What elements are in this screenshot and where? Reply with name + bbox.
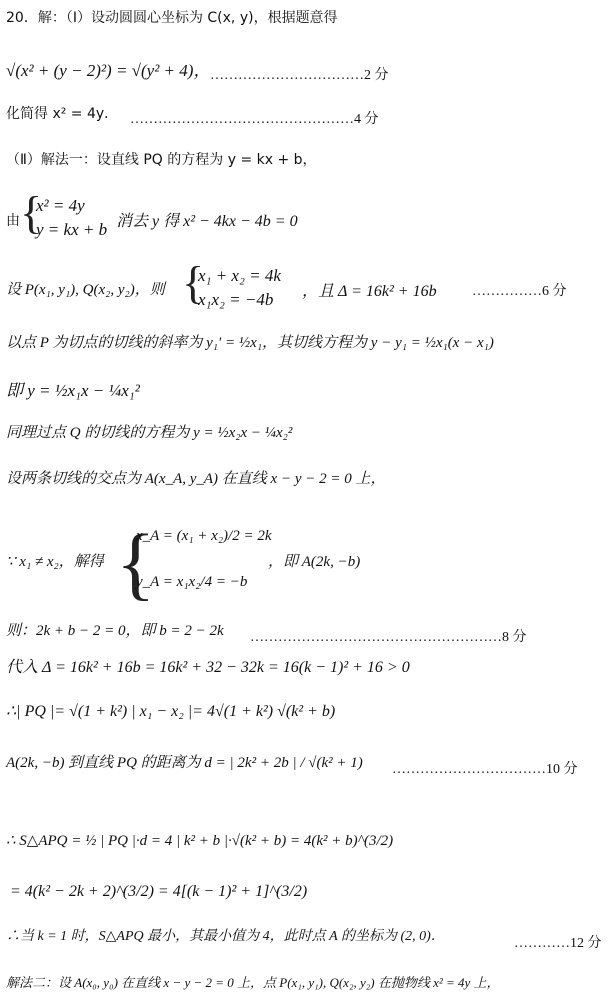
method-two-intro [6,976,500,989]
solve-intersection [6,516,506,606]
since-x1-ne-x2: ∵ x₁ ≠ x₂，解得 [6,554,104,570]
you-label: 由 [6,213,20,229]
line-3-text: 化简得 x² = 4y． [6,106,119,122]
line-4-text: （Ⅱ）解法一：设直线 PQ 的方程为 y = kx + b， [6,152,317,168]
left-brace-icon: { [182,257,205,308]
line-18-text: ∴当 k = 1 时，S△APQ 最小，其最小值为 4，此时点 A 的坐标为 (2, 0)． [6,929,445,944]
b-relation [6,624,224,639]
line-2-text: √(x² + (y − 2)²) = √(y² + 4)， [6,61,211,80]
line-8-text: 即 y = ½x₁x − ¼x₁² [6,381,140,400]
chord-length [6,704,335,720]
area-expression [6,834,393,849]
score-6: ……………6 分 [472,284,567,299]
ya-expression: y_A = x₁x₂/4 = −b [136,574,248,590]
problem-heading [6,10,338,25]
elimination-result: 消去 y 得 x² − 4kx − 4b = 0 [116,213,298,230]
intersection-point [6,472,385,487]
vieta-system [6,257,606,312]
line-14-text: ∴| PQ |= √(1 + k²) | x₁ − x₂ |= 4√(1 + k²) √(k² + b) [6,703,336,720]
xa-expression: x_A = (x₁ + x₂)/2 = 2k [136,528,272,544]
score-12: …………12 分 [514,936,602,951]
line-9-text: 同理过点 Q 的切线的方程为 y = ½x₂x − ¼x₂² [6,425,293,441]
distance-equation [6,62,210,79]
line-7-text: 以点 P 为切点的切线的斜率为 y₁′ = ½x₁，其切线方程为 y − y₁ = ½x₁(x − x₁) [6,335,494,351]
line-16-text: ∴ S△APQ = ½ | PQ |·d = 4 | k² + b |·√(k² + b) = 4(k² + b)^(3/2) [6,833,394,849]
left-brace-icon: { [20,187,43,238]
area-completed-square [10,884,307,900]
discriminant-positive [6,660,410,676]
distance-d [6,756,363,771]
line-12-text: 则：2k + b − 2 = 0，即 b = 2 − 2k [6,623,224,639]
line-17-text: = 4(k² − 2k + 2)^(3/2) = 4[(k − 1)² + 1]^(3/2) [10,883,308,900]
system-eliminate [6,187,426,242]
vieta-product: x₁x₂ = −4b [198,290,274,309]
line-15-text: A(2k, −b) 到直线 PQ 的距离为 d = | 2k² + 2b | / √(k² + 1) [6,755,363,771]
minimum-area [6,930,445,944]
system-eq-2: y = kx + b [36,220,108,239]
tangent-p [6,336,494,351]
tangent-p-simplified [6,382,140,399]
score-10: ……………………………10 分 [392,762,578,777]
score-2: ……………………………2 分 [210,68,389,83]
line-19-text: 解法二：设 A(x₀, y₀) 在直线 x − y − 2 = 0 上，点 P(x₁, y₁), Q(x₂, y₂) 在抛物线 x² = 4y 上， [6,975,500,990]
discriminant: ，且 Δ = 16k² + 16b [302,283,437,300]
line-1-text: 20．解：（Ⅰ）设动圆圆心坐标为 C(x, y)，根据题意得 [6,10,338,26]
set-points: 设 P(x₁, y₁), Q(x₂, y₂)，则 [6,282,165,298]
simplified-equation [6,106,118,121]
line-13-text: 代入 Δ = 16k² + 16b = 16k² + 32 − 32k = 16(k − 1)² + 16 > 0 [6,659,410,676]
score-4: …………………………………………4 分 [130,112,379,127]
part-two-intro [6,152,317,167]
line-10-text: 设两条切线的交点为 A(x_A, y_A) 在直线 x − y − 2 = 0 上， [6,471,386,487]
vieta-sum: x₁ + x₂ = 4k [198,266,281,285]
left-brace-icon: { [116,517,156,608]
system-eq-1: x² = 4y [36,196,85,215]
tangent-q [6,426,292,441]
score-8: ………………………………………………8 分 [250,630,527,645]
point-a-result: ，即 A(2k, −b) [268,554,361,570]
